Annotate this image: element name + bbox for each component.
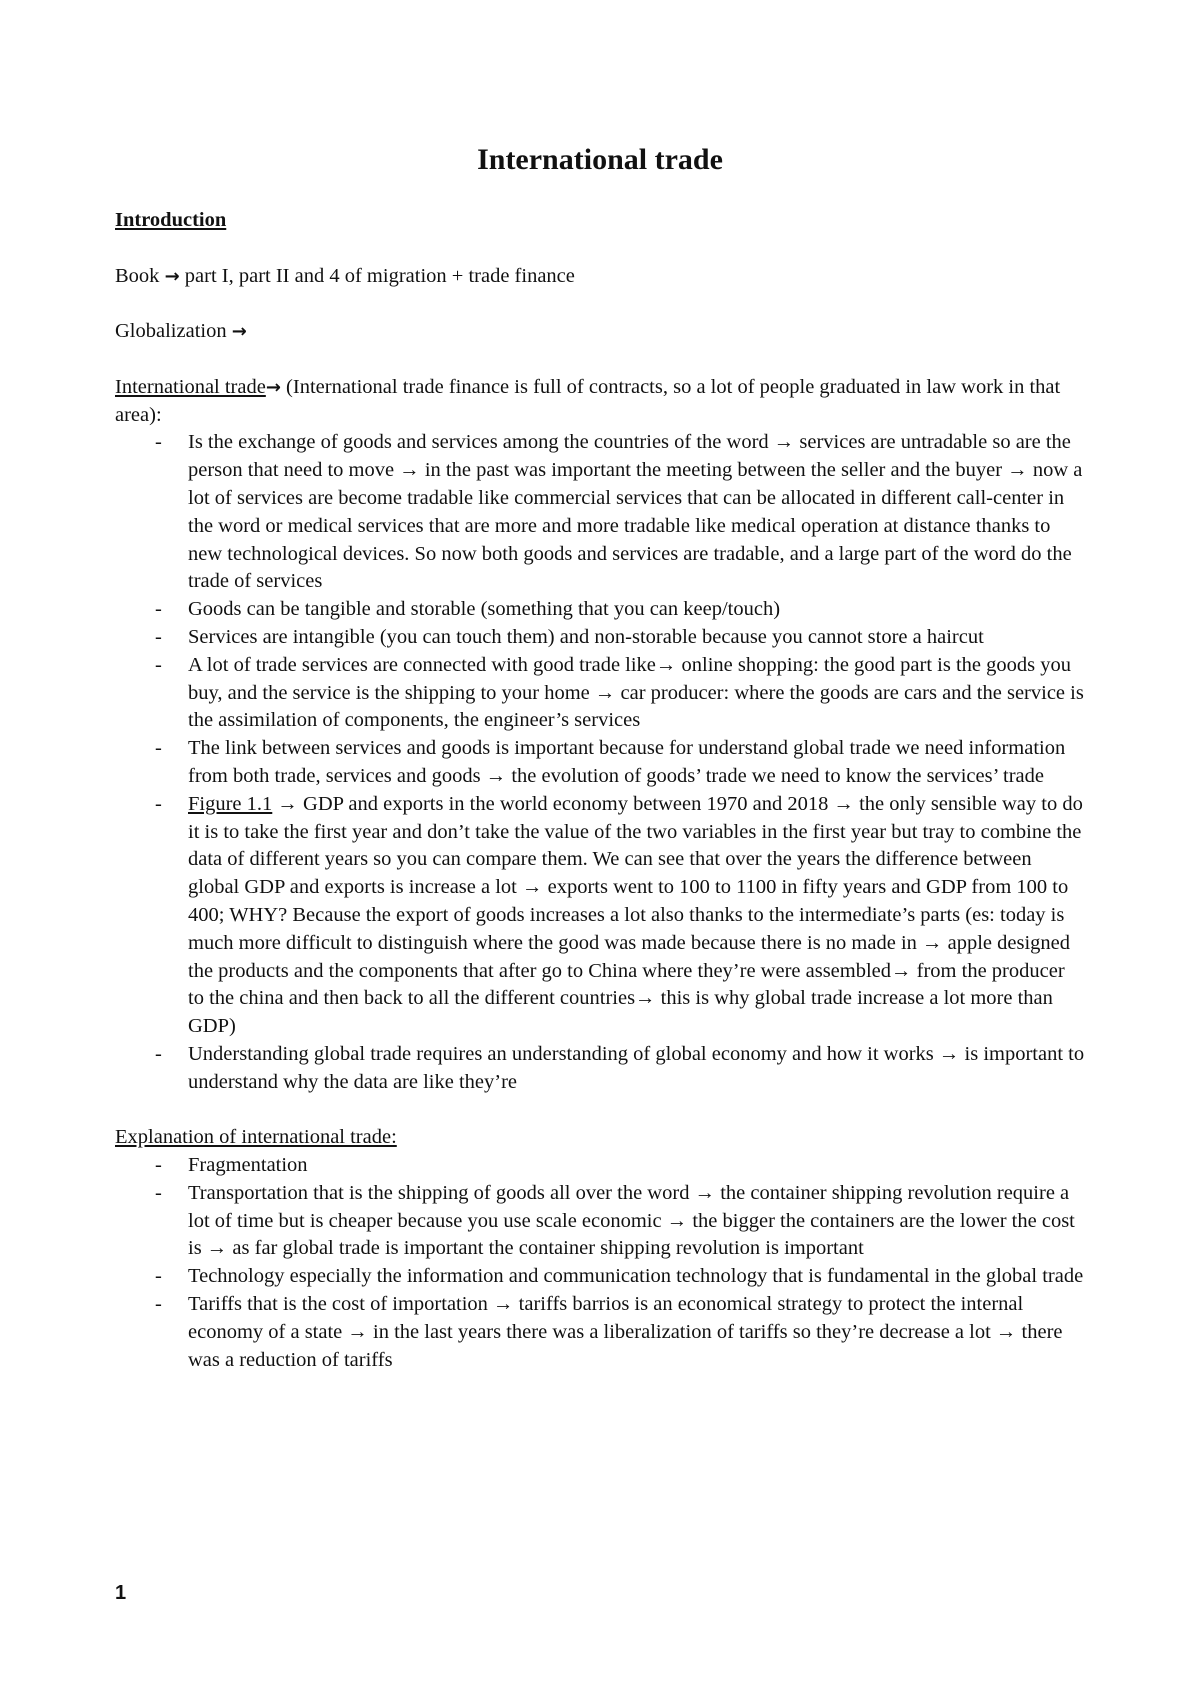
book-label: Book [115,264,160,287]
list-item-figure [115,791,1085,1041]
arrow-icon: → [164,265,180,287]
figure-text: → GDP and exports in the world economy between 1970 and 2018 → the only sensible way to do it is to take the first year and don’t take the value of the two variables in the first year but tray to combine the data of different years so you can compare them. We can see that over the years the difference between global GDP and exports is increase a lot → exports went to 100 to 1100 in fifty years and GDP from 100 to 400; WHY? Because the export of goods increases a lot also thanks to the intermediate’s parts (es: today is much more difficult to distinguish where the good was made because there is no made in → apple designed the products and the components that after go to China where they’re were assembled→ from the producer to the china and then back to all the different countries→ this is why global trade increase a lot more than GDP) [188,792,1083,1038]
page-number: 1 [115,1582,127,1604]
list-item: - Tariffs that is the cost of importation → tariffs barrios is an economical strategy to protect the internal economy of a state → in the last years there was a liberalization of tariffs so they’re decrease a lot → there was a reduction of tariffs [115,1291,1085,1374]
international-trade-list [115,429,1085,1096]
list-item: - The link between services and goods is important because for understand global trade we need information from both trade, services and goods → the evolution of goods’ trade we need to know the services’ trade [115,735,1085,791]
spacer [115,346,1085,374]
list-item: - A lot of trade services are connected with good trade like→ online shopping: the good part is the goods you buy, and the service is the shipping to your home → car producer: where the goods are cars and the service is the assimilation of components, the engineer’s services [115,652,1085,735]
book-line [115,263,1085,291]
list-item: - Technology especially the information and communication technology that is fundamental in the global trade [115,1263,1085,1291]
arrow-icon: → [231,321,247,343]
spacer [115,290,1085,318]
introduction-heading-text: Introduction [115,209,227,231]
list-item: - Services are intangible (you can touch them) and non-storable because you cannot store a haircut [115,624,1085,652]
explanation-heading-text: Explanation of international trade: [115,1126,397,1149]
international-trade-intro [115,374,1085,430]
list-item: - Understanding global trade requires an understanding of global economy and how it works → is important to understand why the data are like they’re [115,1041,1085,1097]
globalization-label: Globalization [115,320,227,343]
list-item: - Goods can be tangible and storable (something that you can keep/touch) [115,596,1085,624]
figure-reference: Figure 1.1 [188,792,273,815]
globalization-line [115,318,1085,346]
introduction-heading [115,207,1085,235]
list-item: - Transportation that is the shipping of goods all over the word → the container shipping revolution require a lot of time but is cheaper because you use scale economic → the bigger the containers are the lower the cost is → as far global trade is important the container shipping revolution is important [115,1180,1085,1263]
document-body [115,207,1085,1374]
book-text: part I, part II and 4 of migration + trade finance [179,264,575,287]
list-item: - Fragmentation [115,1152,1085,1180]
international-trade-text: (International trade finance is full of contracts, so a lot of people graduated in law work in that area): [115,375,1061,426]
arrow-icon: → [265,376,281,398]
document-title: International trade [477,143,723,176]
list-item: - Is the exchange of goods and services among the countries of the word → services are untradable so are the person that need to move → in the past was important the meeting between the seller and the buyer → now a lot of services are become tradable like commercial services that can be allocated in different call-center in the word or medical services that are more and more tradable like medical operation at distance thanks to new technological devices. So now both goods and services are tradable, and a large part of the word do the trade of services [115,429,1085,596]
international-trade-label: International trade [115,375,266,398]
spacer [115,235,1085,263]
explanation-heading [115,1124,1085,1152]
spacer [115,1097,1085,1125]
explanation-list [115,1152,1085,1374]
